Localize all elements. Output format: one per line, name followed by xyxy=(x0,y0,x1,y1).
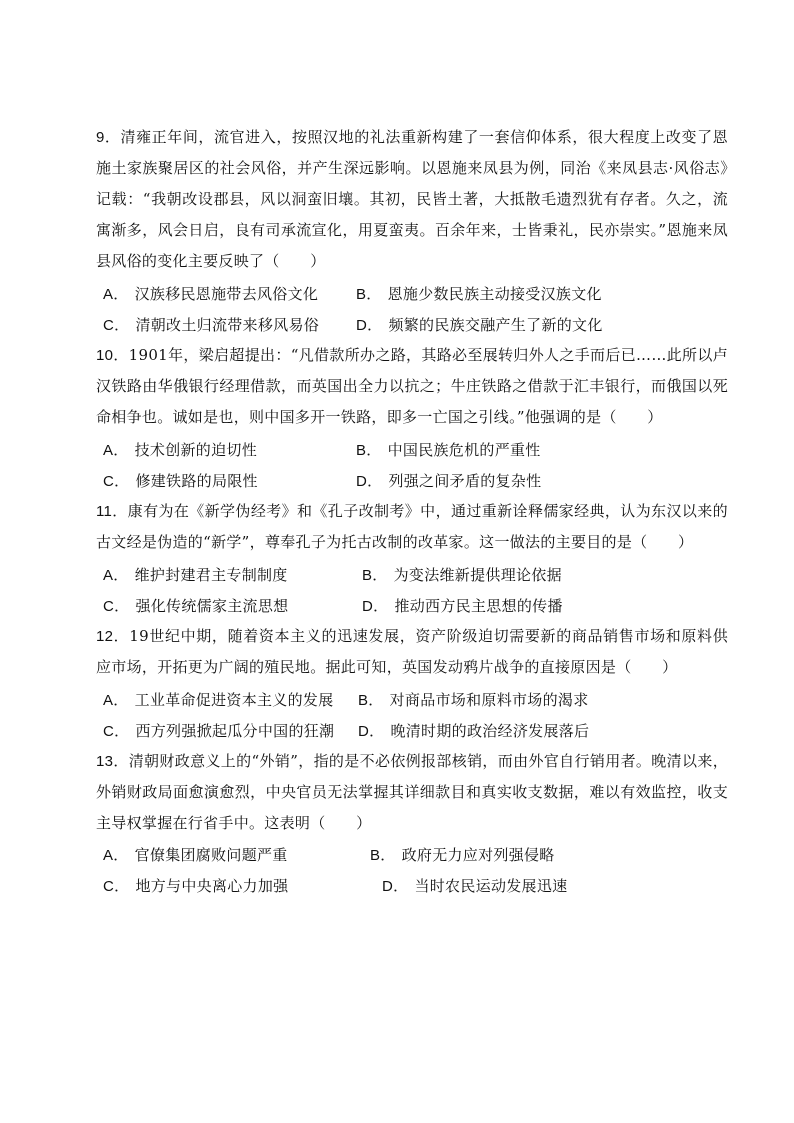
option-letter: D． xyxy=(382,878,409,895)
option-c xyxy=(103,315,319,336)
option-letter: B． xyxy=(358,692,384,709)
question-10 xyxy=(96,340,728,433)
option-c xyxy=(103,471,258,492)
question-stem: 清雍正年间，流官进入，按照汉地的礼法重新构建了一套信仰体系，很大程度上改变了恩施土家族聚居区的社会风俗，并产生深远影响。以恩施来凤县为例，同治《来凤县志·风俗志》记载：“我朝改设郡县，风以洞蛮旧壤。其初，民皆土著，大抵散毛遗烈犹有存者。久之，流寓渐多，风会日启，良有司承流宣化，用夏蛮夷。百余年来，士皆秉礼，民亦崇实。”恩施来凤县风俗的变化主要反映了（ ） xyxy=(96,128,728,270)
option-text: 清朝改土归流带来移风易俗 xyxy=(135,316,320,334)
question-stem: 清朝财政意义上的“外销”，指的是不必依例报部核销，而由外官自行销用者。晚清以来，外销财政局面愈演愈烈，中央官员无法掌握其详细款目和真实收支数据，难以有效监控，收支主导权掌握在行省手中。这表明（ ） xyxy=(96,752,728,832)
option-text: 推动西方民主思想的传播 xyxy=(394,597,563,615)
option-text: 晚清时期的政治经济发展落后 xyxy=(390,722,590,740)
option-d xyxy=(358,721,589,742)
option-letter: B． xyxy=(362,567,388,584)
option-letter: B． xyxy=(370,847,396,864)
option-c xyxy=(103,876,288,897)
option-letter: A． xyxy=(103,567,129,584)
question-stem: 1901年，梁启超提出：“凡借款所办之路，其路必至展转归外人之手而后已……此所以卢汉铁路由华俄银行经理借款，而英国出全力以抗之；牛庄铁路之借款于汇丰银行，而俄国以死命相争也。诚如是也，则中国多开一铁路，即多一亡国之引线。”他强调的是（ ） xyxy=(96,346,728,426)
option-a xyxy=(103,565,288,586)
option-text: 地方与中央离心力加强 xyxy=(135,877,289,895)
option-c xyxy=(103,721,334,742)
option-d xyxy=(382,876,567,897)
question-number: 12． xyxy=(96,628,130,645)
option-a xyxy=(103,845,288,866)
question-11 xyxy=(96,496,728,558)
option-letter: C． xyxy=(103,473,130,490)
question-12 xyxy=(96,621,728,683)
option-letter: B． xyxy=(356,442,382,459)
option-text: 列强之间矛盾的复杂性 xyxy=(388,472,542,490)
option-letter: C． xyxy=(103,878,130,895)
option-text: 为变法维新提供理论依据 xyxy=(393,566,562,584)
option-letter: C． xyxy=(103,598,130,615)
option-text: 中国民族危机的严重性 xyxy=(387,441,541,459)
question-number: 9． xyxy=(96,129,121,146)
question-9 xyxy=(96,122,728,277)
option-letter: D． xyxy=(358,723,385,740)
option-text: 工业革命促进资本主义的发展 xyxy=(134,691,334,709)
option-b xyxy=(362,565,562,586)
question-stem: 康有为在《新学伪经考》和《孔子改制考》中，通过重新诠释儒家经典，认为东汉以来的古文经是伪造的“新学”，尊奉孔子为托古改制的改革家。这一做法的主要目的是（ ） xyxy=(96,502,728,551)
option-text: 汉族移民恩施带去风俗文化 xyxy=(134,285,319,303)
option-letter: A． xyxy=(103,286,129,303)
option-letter: A． xyxy=(103,442,129,459)
question-stem: 19世纪中期，随着资本主义的迅速发展，资产阶级迫切需要新的商品销售市场和原料供应市场，开拓更为广阔的殖民地。据此可知，英国发动鸦片战争的直接原因是（ ） xyxy=(96,627,728,676)
option-a xyxy=(103,690,334,711)
option-d xyxy=(356,471,541,492)
option-d xyxy=(356,315,603,336)
option-text: 西方列强掀起瓜分中国的狂潮 xyxy=(135,722,335,740)
option-letter: D． xyxy=(362,598,389,615)
option-text: 政府无力应对列强侵略 xyxy=(401,846,555,864)
option-text: 强化传统儒家主流思想 xyxy=(135,597,289,615)
question-number: 10． xyxy=(96,347,129,364)
option-b xyxy=(356,284,602,305)
question-13 xyxy=(96,746,728,839)
option-text: 对商品市场和原料市场的渴求 xyxy=(389,691,589,709)
option-b xyxy=(356,440,541,461)
question-number: 11． xyxy=(96,503,128,520)
question-number: 13． xyxy=(96,753,129,770)
option-text: 技术创新的迫切性 xyxy=(134,441,258,459)
option-c xyxy=(103,596,288,617)
option-letter: C． xyxy=(103,317,130,334)
option-letter: D． xyxy=(356,473,383,490)
option-a xyxy=(103,440,257,461)
option-letter: C． xyxy=(103,723,130,740)
option-text: 维护封建君主专制制度 xyxy=(134,566,288,584)
option-text: 当时农民运动发展迅速 xyxy=(414,877,568,895)
option-text: 频繁的民族交融产生了新的文化 xyxy=(388,316,603,334)
option-text: 官僚集团腐败问题严重 xyxy=(134,846,288,864)
option-letter: D． xyxy=(356,317,383,334)
option-d xyxy=(362,596,563,617)
option-letter: B． xyxy=(356,286,382,303)
option-b xyxy=(370,845,555,866)
option-a xyxy=(103,284,318,305)
option-letter: A． xyxy=(103,847,129,864)
option-b xyxy=(358,690,589,711)
option-text: 恩施少数民族主动接受汉族文化 xyxy=(387,285,602,303)
option-text: 修建铁路的局限性 xyxy=(135,472,258,490)
option-letter: A． xyxy=(103,692,129,709)
